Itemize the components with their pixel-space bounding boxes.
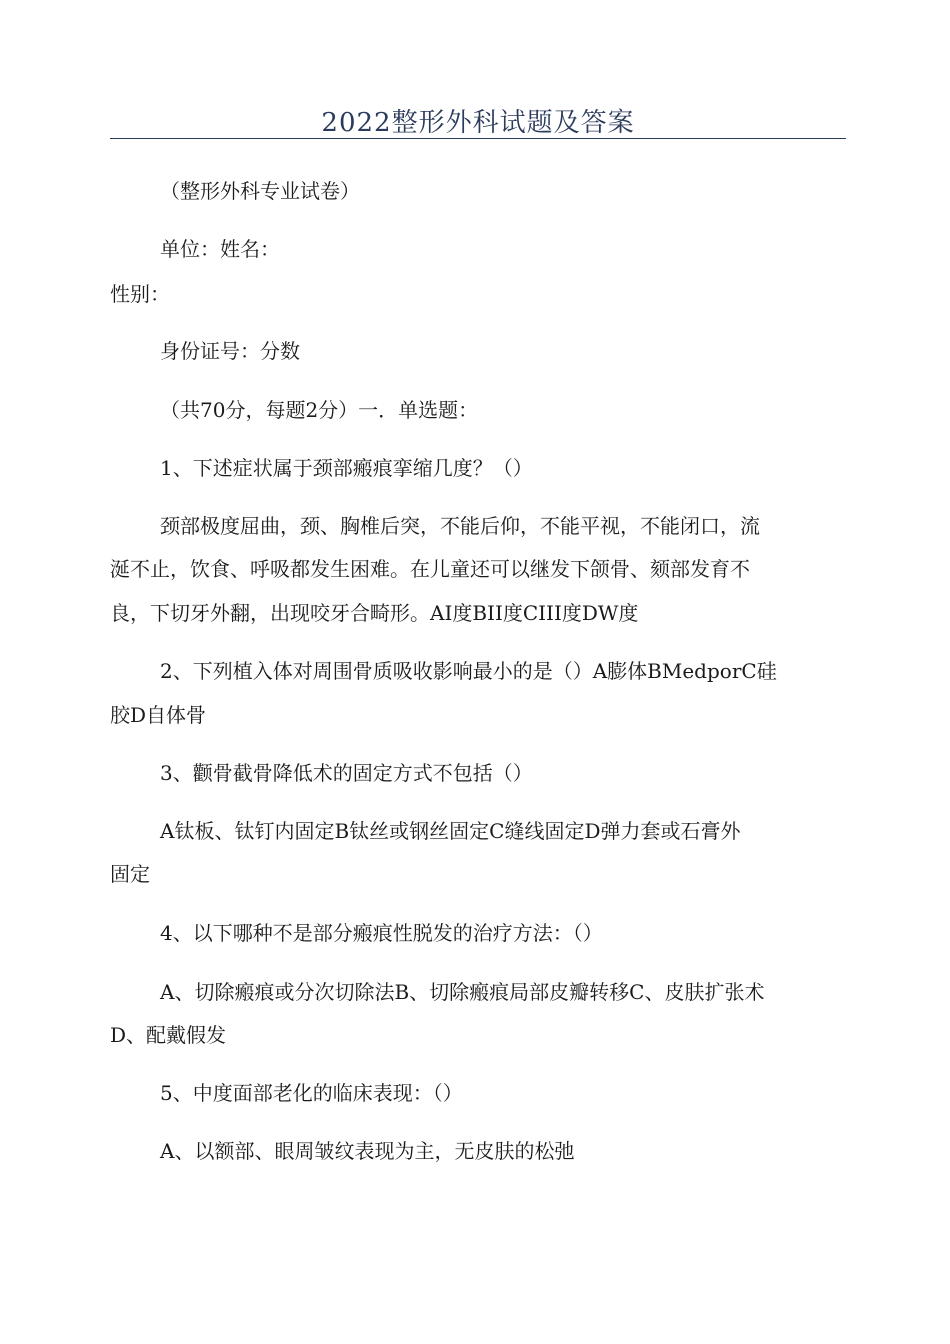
question-5-option-a: A、以额部、眼周皱纹表现为主，无皮肤的松弛 — [160, 1139, 575, 1163]
question-4-options: A、切除瘢痕或分次切除法B、切除瘢痕局部皮瓣转移C、皮肤扩张术 — [160, 980, 765, 1004]
question-1-options: 良，下切牙外翻，出现咬牙合畸形。AI度BII度CIII度DW度 — [110, 601, 639, 625]
question-1: 1、下述症状属于颈部瘢痕挛缩几度？（） — [160, 456, 533, 480]
question-3-options: A钛板、钛钉内固定B钛丝或钢丝固定C缝线固定D弹力套或石膏外 — [160, 819, 741, 843]
field-id-score: 身份证号：分数 — [160, 339, 300, 363]
question-1-text: 涎不止，饮食、呼吸都发生困难。在儿童还可以继发下颌骨、颏部发育不 — [110, 557, 750, 581]
field-gender: 性别： — [110, 282, 170, 306]
exam-subtitle: （整形外科专业试卷） — [160, 179, 360, 203]
question-3-options: 固定 — [110, 862, 150, 886]
section-heading: （共70分，每题2分）一．单选题： — [160, 398, 479, 422]
question-1-text: 颈部极度屈曲，颈、胸椎后突，不能后仰，不能平视，不能闭口，流 — [160, 514, 760, 538]
question-5: 5、中度面部老化的临床表现：（） — [160, 1081, 463, 1105]
document-title: 2022整形外科试题及答案 — [321, 108, 635, 138]
question-2-options: 胶D自体骨 — [110, 703, 207, 727]
question-4: 4、以下哪种不是部分瘢痕性脱发的治疗方法：（） — [160, 921, 603, 945]
title-underline — [110, 138, 846, 139]
question-2: 2、下列植入体对周围骨质吸收影响最小的是（）A膨体BMedporC硅 — [160, 659, 777, 683]
question-3: 3、颧骨截骨降低术的固定方式不包括（） — [160, 761, 533, 785]
question-4-options: D、配戴假发 — [110, 1023, 227, 1047]
field-unit-name: 单位：姓名： — [160, 237, 280, 261]
